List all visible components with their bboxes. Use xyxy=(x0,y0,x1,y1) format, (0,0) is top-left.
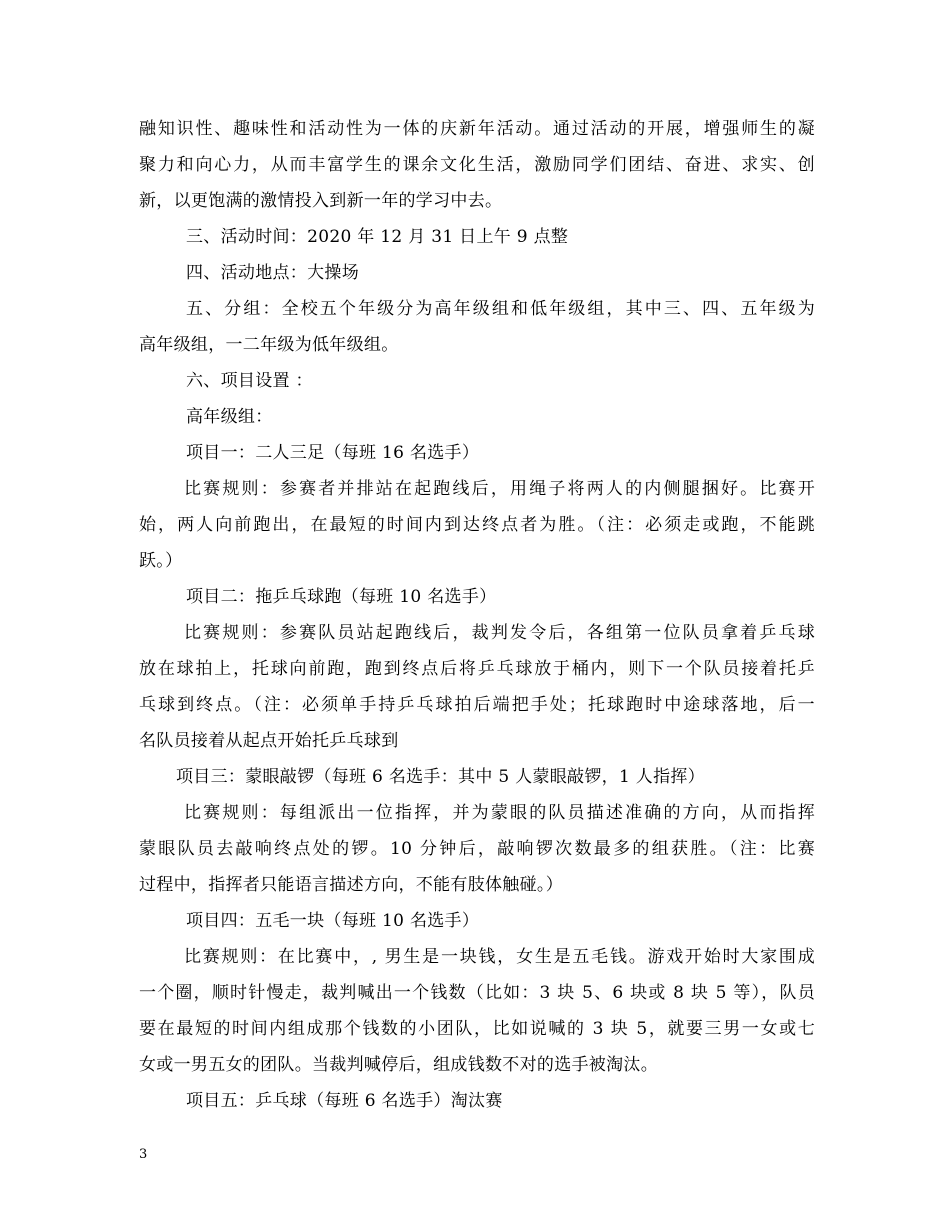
section-heading-location: 四、活动地点：大操场 xyxy=(186,263,359,283)
event-title-1: 项目一：二人三足（每班 16 名选手） xyxy=(186,443,480,463)
rules-text-line: 放在球拍上，托球向前跑，跑到终点后将乒乓球放于桶内，则下一个队员接着托乒 xyxy=(139,659,815,679)
rules-text-line: 过程中，指挥者只能语言描述方向，不能有肢体触碰。） xyxy=(139,875,563,895)
rules-text-line: 乓球到终点。（注：必须单手持乒乓球拍后端把手处；托球跑时中途球落地，后一 xyxy=(139,695,815,715)
rules-text-line: 比赛规则：在比赛中，, 男生是一块钱，女生是五毛钱。游戏开始时大家围成 xyxy=(184,947,815,967)
body-text-line: 新，以更饱满的激情投入到新一年的学习中去。 xyxy=(139,191,503,211)
rules-text-line: 要在最短的时间内组成那个钱数的小团队，比如说喊的 3 块 5，就要三男一女或七 xyxy=(139,1019,815,1039)
page-number: 3 xyxy=(139,1147,148,1162)
body-text-line: 高年级组，一二年级为低年级组。 xyxy=(139,335,399,355)
rules-text-line: 跃。） xyxy=(139,551,183,571)
rules-text-line: 名队员接着从起点开始托乒乓球到 xyxy=(139,731,399,751)
event-title-2: 项目二：拖乒乓球跑（每班 10 名选手） xyxy=(186,587,497,607)
event-title-5: 项目五：乒乓球（每班 6 名选手）淘汰赛 xyxy=(186,1091,503,1111)
rules-text-line: 比赛规则：参赛队员站起跑线后，裁判发令后，各组第一位队员拿着乒乓球 xyxy=(184,623,815,643)
body-text-line: 融知识性、趣味性和活动性为一体的庆新年活动。通过活动的开展，增强师生的凝 xyxy=(139,119,815,139)
rules-text-line: 蒙眼队员去敲响终点处的锣。10 分钟后，敲响锣次数最多的组获胜。（注：比赛 xyxy=(139,839,815,859)
rules-text-line: 始，两人向前跑出，在最短的时间内到达终点者为胜。（注：必须走或跑，不能跳 xyxy=(139,515,815,535)
group-heading-senior: 高年级组： xyxy=(186,407,273,427)
event-title-3: 项目三：蒙眼敲锣（每班 6 名选手：其中 5 人蒙眼敲锣，1 人指挥） xyxy=(176,767,705,787)
section-heading-items: 六、项目设置 ： xyxy=(186,371,313,391)
rules-text-line: 一个圈，顺时针慢走，裁判喊出一个钱数（比如：3 块 5、6 块或 8 块 5 等），队员 xyxy=(139,983,815,1003)
rules-text-line: 比赛规则：参赛者并排站在起跑线后，用绳子将两人的内侧腿捆好。比赛开 xyxy=(184,479,815,499)
event-title-4: 项目四：五毛一块（每班 10 名选手） xyxy=(186,911,480,931)
section-heading-time: 三、活动时间：2020 年 12 月 31 日上午 9 点整 xyxy=(186,227,569,247)
rules-text-line: 女或一男五女的团队。当裁判喊停后，组成钱数不对的选手被淘汰。 xyxy=(139,1055,658,1075)
body-text-line: 聚力和向心力，从而丰富学生的课余文化生活，激励同学们团结、奋进、求实、创 xyxy=(139,155,815,175)
rules-text-line: 比赛规则：每组派出一位指挥，并为蒙眼的队员描述准确的方向，从而指挥 xyxy=(184,803,815,823)
section-heading-grouping: 五、分组：全校五个年级分为高年级组和低年级组，其中三、四、五年级为 xyxy=(186,299,815,319)
